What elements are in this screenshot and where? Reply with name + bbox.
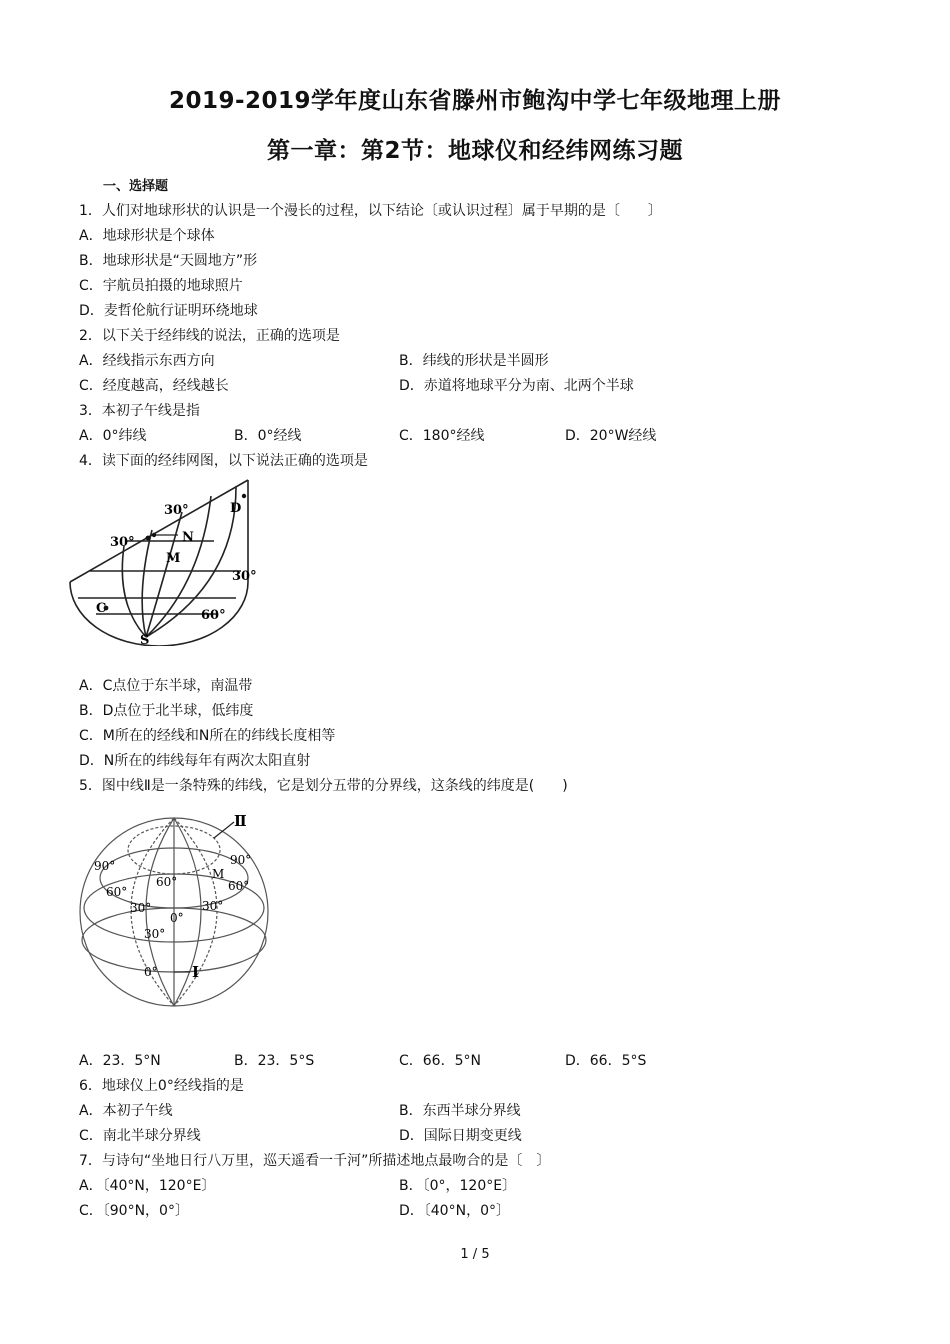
question-3-option-c: C．180°经线 (399, 428, 485, 444)
section-heading: 一、选择题 (103, 179, 169, 194)
doc-title-line2: 第一章：第2节：地球仪和经纬网练习题 (266, 138, 683, 164)
question-5-option-b: B．23．5°S (234, 1053, 315, 1069)
fig5-label-0-meridian: 0° (170, 911, 184, 925)
question-2-option-a: A．经线指示东西方向 (79, 353, 215, 369)
question-5-option-c: C．66．5°N (399, 1053, 481, 1069)
question-2-option-d: D．赤道将地球平分为南、北两个半球 (399, 378, 634, 394)
doc-title-line1: 2019-2019学年度山东省滕州市鲍沟中学七年级地理上册 (168, 88, 782, 114)
question-2-option-b: B．纬线的形状是半圆形 (399, 353, 549, 369)
fig4-label-30-top: 30° (164, 503, 189, 518)
question-7-option-c: C．〔90°N，0°〕 (79, 1203, 189, 1219)
fig5-label-30-south: 30° (144, 927, 166, 941)
question-3-stem: 3．本初子午线是指 (79, 403, 200, 419)
fig4-label-c: C (96, 601, 107, 616)
graticule-figure-q4 (66, 474, 276, 646)
globe-figure-q5 (78, 808, 278, 1008)
question-1-option-c: C．宇航员拍摄的地球照片 (79, 278, 243, 294)
fig5-label-0-equator: 0° (144, 965, 158, 979)
fig5-label-60-right: 60° (228, 879, 250, 893)
question-7-option-a: A．〔40°N，120°E〕 (79, 1178, 216, 1194)
fig4-label-30-right: 30° (232, 569, 257, 584)
question-4-stem: 4．读下面的经纬网图，以下说法正确的选项是 (79, 453, 368, 469)
question-6-stem: 6．地球仪上0°经线指的是 (79, 1078, 244, 1094)
fig4-label-60: 60° (201, 608, 226, 623)
fig4-label-30-left: 30° (110, 535, 135, 550)
question-7-option-b: B．〔0°，120°E〕 (399, 1178, 517, 1194)
question-5-stem: 5．图中线Ⅱ是一条特殊的纬线，它是划分五带的分界线，这条线的纬度是( ) (79, 778, 568, 794)
question-2-stem: 2．以下关于经纬线的说法，正确的选项是 (79, 328, 340, 344)
fig5-label-60-mid: 60° (156, 875, 178, 889)
question-6-option-d: D．国际日期变更线 (399, 1128, 522, 1144)
question-3-option-d: D．20°W经线 (565, 428, 657, 444)
question-7-option-d: D．〔40°N，0°〕 (399, 1203, 510, 1219)
fig5-label-60-left: 60° (106, 885, 128, 899)
question-1-stem: 1．人们对地球形状的认识是一个漫长的过程，以下结论〔或认识过程〕属于早期的是〔 〕 (79, 203, 662, 219)
question-3-option-a: A．0°纬线 (79, 428, 147, 444)
fig5-label-ii: Ⅱ (234, 812, 247, 830)
fig4-label-d: D (230, 501, 242, 516)
point-n (152, 533, 156, 537)
question-3-option-b: B．0°经线 (234, 428, 302, 444)
fig5-label-90-right: 90° (230, 853, 252, 867)
question-5-option-a: A．23．5°N (79, 1053, 161, 1069)
fig5-label-30-right: 30° (202, 899, 224, 913)
fig4-label-n: N (182, 530, 194, 545)
page-number: 1 / 5 (460, 1247, 490, 1262)
question-1-option-a: A．地球形状是个球体 (79, 228, 215, 244)
question-4-option-b: B．D点位于北半球，低纬度 (79, 703, 254, 719)
fig5-label-i: Ⅰ (192, 963, 200, 981)
fig5-label-m: M (212, 867, 225, 881)
fig4-tilted-edge (70, 480, 248, 582)
question-2-option-c: C．经度越高，经线越长 (79, 378, 229, 394)
fig4-label-m: M (166, 551, 181, 566)
question-1-option-d: D．麦哲伦航行证明环绕地球 (79, 303, 258, 319)
question-7-stem: 7．与诗句“坐地日行八万里，巡天遥看一千河”所描述地点最吻合的是〔 〕 (79, 1153, 551, 1169)
question-6-option-a: A．本初子午线 (79, 1103, 173, 1119)
point-d (242, 494, 246, 498)
question-1-option-b: B．地球形状是“天圆地方”形 (79, 253, 258, 269)
fig5-label-90-left: 90° (94, 859, 116, 873)
point-m (146, 536, 151, 541)
question-5-option-d: D．66．5°S (565, 1053, 647, 1069)
question-6-option-b: B．东西半球分界线 (399, 1103, 521, 1119)
question-4-option-a: A．C点位于东半球，南温带 (79, 678, 253, 694)
fig4-label-s: S (140, 633, 150, 646)
question-6-option-c: C．南北半球分界线 (79, 1128, 201, 1144)
question-4-option-d: D．N所在的纬线每年有两次太阳直射 (79, 753, 311, 769)
fig5-label-30-left: 30° (130, 901, 152, 915)
question-4-option-c: C．M所在的经线和N所在的纬线长度相等 (79, 728, 336, 744)
